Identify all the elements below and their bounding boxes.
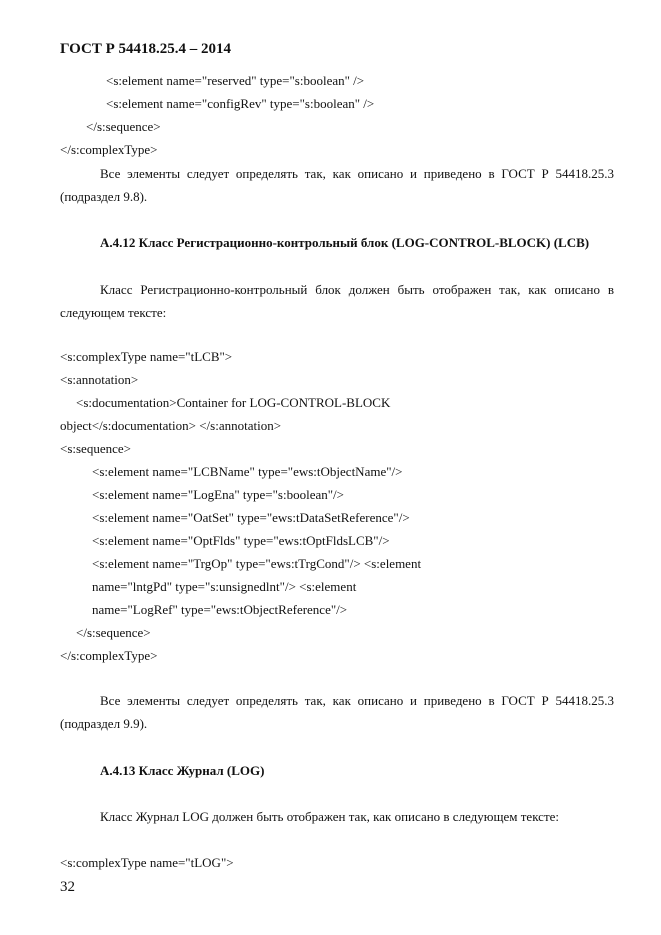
page-number: 32 [60,879,75,895]
code-line: <s:documentation>Container for LOG-CONTROL-BLOCK [76,395,391,410]
code-line: <s:complexType name="tLOG"> [60,855,234,870]
paragraph-line: Класс Регистрационно-контрольный блок должен быть отображен так, как описано в [100,282,614,297]
code-line: <s:element name="LCBName" type="ews:tObjectName"/> [92,464,403,479]
page-header-title: ГОСТ Р 54418.25.4 – 2014 [60,41,232,57]
code-line: <s:annotation> [60,372,139,387]
code-line: </s:complexType> [60,142,158,157]
paragraph-line: следующем тексте: [60,305,167,320]
code-line: </s:sequence> [76,625,151,640]
paragraph-line: Класс Журнал LOG должен быть отображен так, как описано в следующем тексте: [100,809,560,824]
code-line: <s:element name="TrgOp" type="ews:tTrgCond"/> <s:element [92,556,422,571]
code-line: <s:element name="configRev" type="s:boolean" /> [106,96,375,111]
code-line: </s:sequence> [86,119,161,134]
code-line: <s:sequence> [60,441,131,456]
paragraph-line: (подраздел 9.9). [60,716,148,731]
code-line: <s:element name="OatSet" type="ews:tDataSetReference"/> [92,510,410,525]
code-line: </s:complexType> [60,648,158,663]
section-heading-log: А.4.13 Класс Журнал (LOG) [100,763,265,778]
code-line: <s:element name="LogEna" type="s:boolean"/> [92,487,344,502]
code-line: <s:complexType name="tLCB"> [60,349,233,364]
code-line: <s:element name="reserved" type="s:boolean" /> [106,73,365,88]
section-heading-lcb: А.4.12 Класс Регистрационно-контрольный блок (LOG-CONTROL-BLOCK) (LCB) [100,235,590,250]
paragraph-line: (подраздел 9.8). [60,189,148,204]
code-line: name="LogRef" type="ews:tObjectReference"/> [92,602,348,617]
code-line: <s:element name="OptFlds" type="ews:tOptFldsLCB"/> [92,533,390,548]
paragraph-line: Все элементы следует определять так, как описано и приведено в ГОСТ Р 54418.25.3 [100,166,614,181]
paragraph-line: Все элементы следует определять так, как описано и приведено в ГОСТ Р 54418.25.3 [100,693,614,708]
code-line: object</s:documentation> </s:annotation> [60,418,282,433]
code-line: name="lntgPd" type="s:unsignedlnt"/> <s:element [92,579,357,594]
